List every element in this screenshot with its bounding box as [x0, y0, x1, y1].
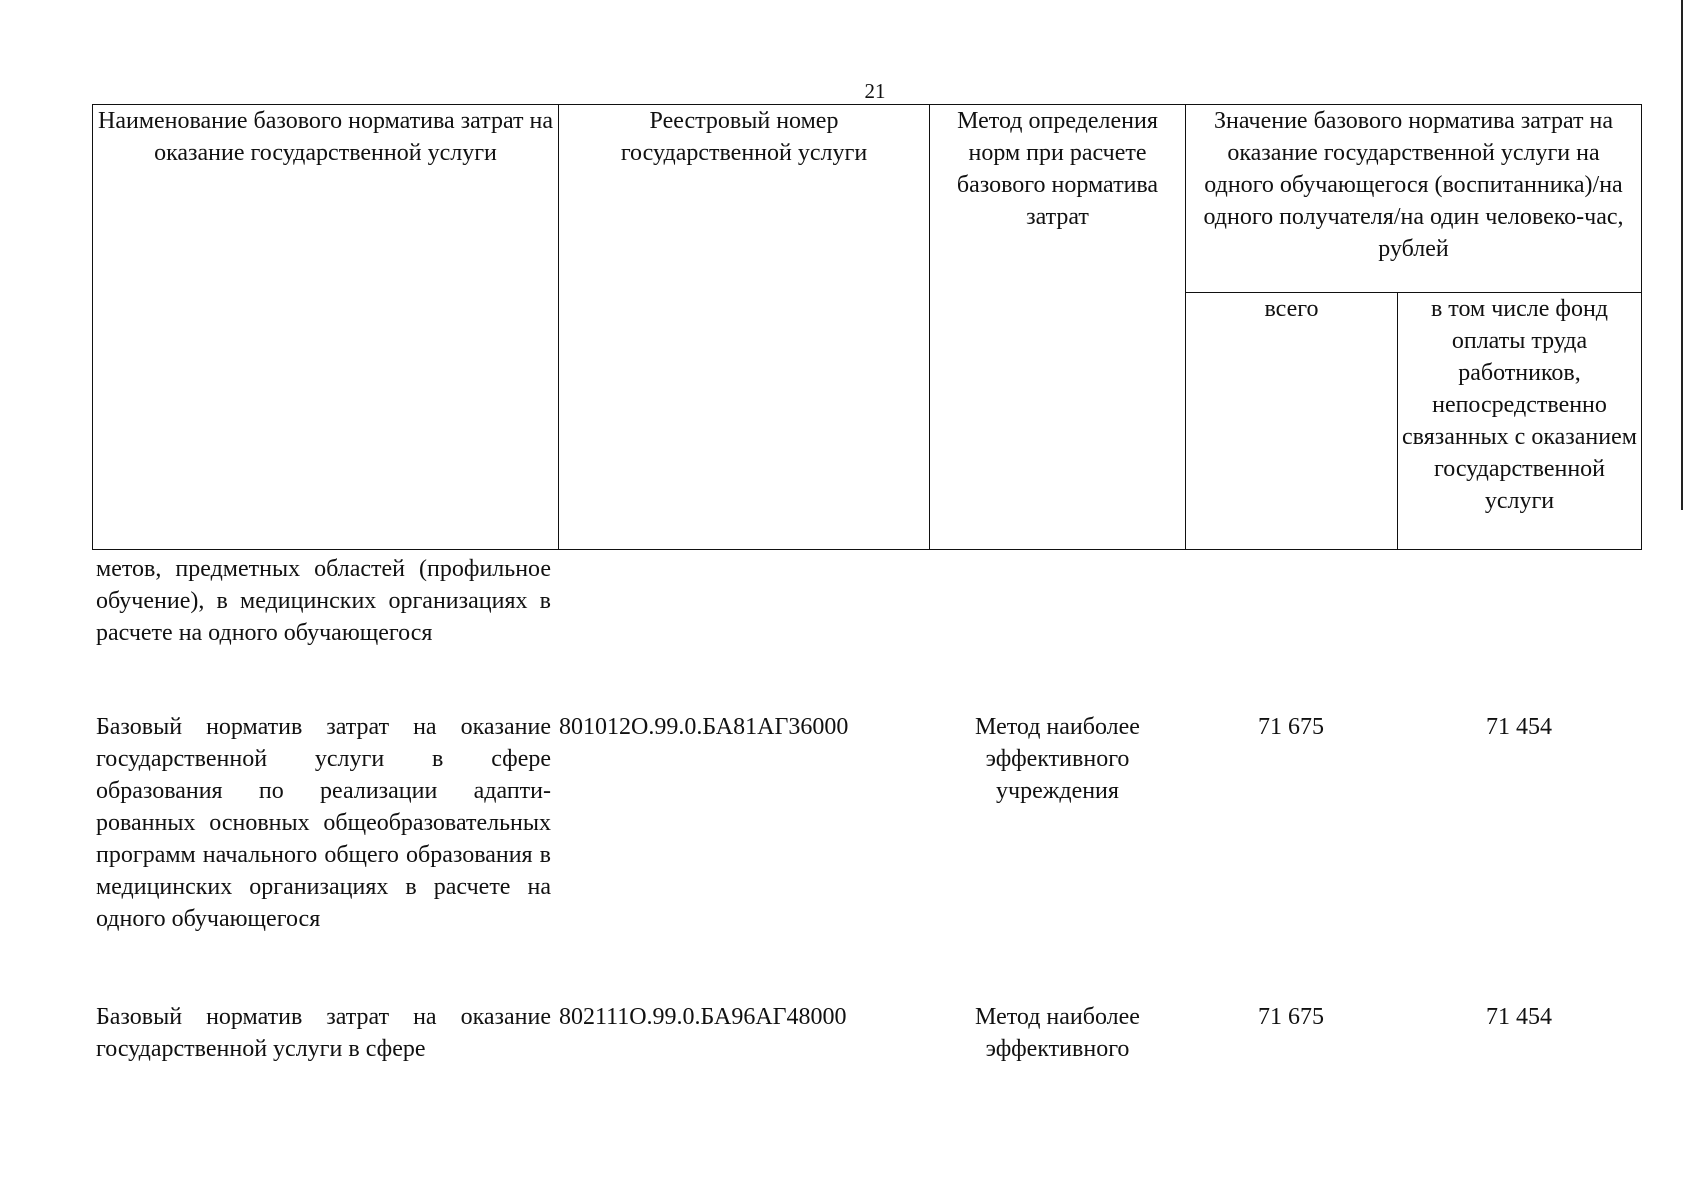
row-registry: 801012О.99.0.БА81АГ36000: [559, 714, 849, 740]
table-row: [92, 711, 1641, 1001]
page-number: 21: [864, 79, 886, 103]
row-total: 71 675: [1258, 714, 1324, 740]
row-name: Базовый норматив затрат на оказание государственной услуги в сфере образования по реализации адаптированных основных общеобразовательных программ начального общего образования в медицинских организациях в расчете на одного обучающегося: [96, 714, 551, 932]
table-row: [92, 553, 1641, 711]
table-row: [92, 1001, 1641, 1081]
row-registry: 802111О.99.0.БА96АГ48000: [559, 1004, 847, 1030]
row-name: Базовый норматив затрат на оказание государственной услуги в сфере: [96, 1004, 551, 1062]
header-cell-name: Наименование базового норматива затрат на оказание государственной услуги: [93, 105, 559, 550]
header-cell-total: всего: [1186, 293, 1398, 550]
header-cell-registry: Реестровый номер государственной услуги: [559, 105, 930, 550]
header-cell-fot: в том числе фонд оплаты труда работников, непосредственно связанных с оказанием государственной услуги: [1398, 293, 1642, 550]
row-total: 71 675: [1258, 1004, 1324, 1030]
scan-edge-line: [1681, 0, 1683, 510]
row-method: Метод наиболее эффективного: [975, 1004, 1140, 1062]
table-body: [92, 553, 1641, 1081]
header-cell-method: Метод определения норм при расчете базового норматива затрат: [930, 105, 1186, 550]
row-name: метов, предметных областей (профильное обучение), в медицинских организациях в расчете на одного обучающегося: [96, 556, 551, 646]
header-cell-value: Значение базового норматива затрат на оказание государственной услуги на одного обучающегося (воспитанника)/на одного получателя/на один человеко-час, рублей: [1186, 105, 1642, 293]
row-fot: 71 454: [1486, 714, 1552, 740]
table-header: [92, 104, 1642, 550]
row-method: Метод наиболее эффективного учреждения: [975, 714, 1140, 804]
row-fot: 71 454: [1486, 1004, 1552, 1030]
